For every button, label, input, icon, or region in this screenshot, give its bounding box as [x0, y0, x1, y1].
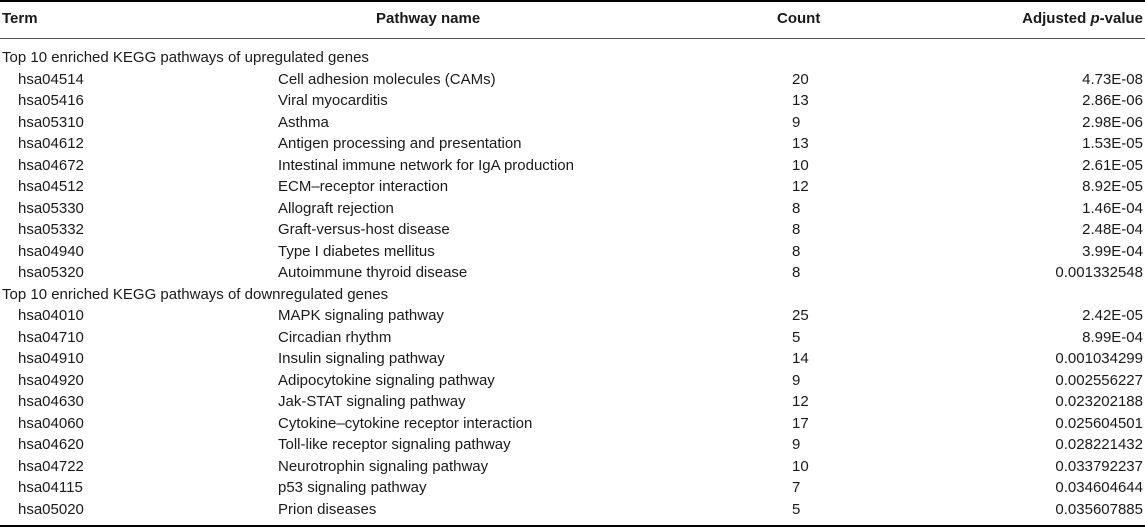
adjusted-p-value-cell: 0.033792237 [1055, 457, 1143, 475]
table-row [0, 133, 1145, 155]
header-adjusted-p-value [1022, 10, 1143, 28]
table-row [0, 413, 1145, 435]
count-cell: 17 [792, 414, 809, 432]
table-row [0, 434, 1145, 456]
adjusted-p-value-cell: 2.98E-06 [1082, 113, 1143, 131]
count-cell: 8 [792, 264, 801, 281]
pathway-name-cell: Allograft rejection [278, 199, 394, 217]
count-cell: 12 [792, 393, 809, 410]
count-cell: 7 [792, 479, 801, 496]
pathway-name-cell: Jak-STAT signaling pathway [278, 393, 466, 410]
group-title-row [0, 47, 1145, 69]
term-cell: hsa05310 [18, 113, 84, 131]
adjusted-p-value-cell: 8.92E-05 [1082, 178, 1143, 195]
term-cell: hsa04612 [18, 135, 84, 152]
pathway-name-cell: Cytokine–cytokine receptor interaction [278, 414, 533, 432]
count-cell: 14 [792, 350, 809, 367]
table-header [0, 0, 1145, 38]
term-cell: hsa05330 [18, 199, 84, 217]
pathway-name-cell: Circadian rhythm [278, 328, 392, 346]
count-cell: 8 [792, 199, 801, 217]
adjusted-p-value-cell: 1.53E-05 [1082, 135, 1143, 152]
term-cell: hsa04060 [18, 414, 84, 432]
table-row [0, 155, 1145, 177]
term-cell: hsa04512 [18, 178, 84, 195]
table-row [0, 370, 1145, 392]
pathway-name-cell: Antigen processing and presentation [278, 135, 522, 152]
term-cell: hsa04940 [18, 242, 84, 260]
adjusted-p-value-cell: 0.001034299 [1055, 350, 1143, 367]
term-cell: hsa04910 [18, 350, 84, 367]
adjusted-p-value-cell: 0.034604644 [1055, 479, 1143, 496]
table-row [0, 499, 1145, 521]
table-row [0, 241, 1145, 263]
header-term: Term [2, 10, 38, 27]
table-row [0, 112, 1145, 134]
pathway-name-cell: Type I diabetes mellitus [278, 242, 435, 260]
table-row [0, 262, 1145, 284]
adjusted-p-value-cell: 0.025604501 [1055, 414, 1143, 432]
term-cell: hsa04722 [18, 457, 84, 475]
adjusted-p-value-cell: 2.48E-04 [1082, 221, 1143, 238]
pathway-name-cell: Adipocytokine signaling pathway [278, 371, 495, 389]
adjusted-p-value-cell: 0.002556227 [1055, 371, 1143, 389]
adjusted-p-value-cell: 0.001332548 [1055, 264, 1143, 281]
table-row [0, 69, 1145, 91]
pathway-name-cell: Neurotrophin signaling pathway [278, 457, 489, 475]
term-cell: hsa04010 [18, 307, 84, 324]
adjusted-p-value-cell: 1.46E-04 [1082, 199, 1143, 217]
pathway-name-cell: Insulin signaling pathway [278, 350, 445, 367]
count-cell: 10 [792, 156, 809, 174]
pathway-name-cell: Autoimmune thyroid disease [278, 264, 468, 281]
term-cell: hsa04920 [18, 371, 84, 389]
pathway-name-cell: Prion diseases [278, 500, 377, 518]
pathway-name-cell: Asthma [278, 113, 329, 131]
term-cell: hsa04672 [18, 156, 84, 174]
table-row [0, 219, 1145, 241]
table-body [0, 47, 1145, 520]
header-count: Count [777, 10, 821, 27]
adjusted-p-value-cell: 4.73E-08 [1082, 70, 1143, 88]
group-title-row [0, 284, 1145, 306]
adjusted-p-value-cell: 0.028221432 [1055, 436, 1143, 453]
adjusted-p-value-cell: 2.86E-06 [1082, 92, 1143, 109]
count-cell: 25 [792, 307, 809, 324]
header-rule [0, 38, 1145, 39]
adjusted-p-value-cell: 0.035607885 [1055, 500, 1143, 518]
pathway-name-cell: Viral myocarditis [278, 92, 388, 109]
count-cell: 10 [792, 457, 809, 475]
count-cell: 9 [792, 113, 801, 131]
count-cell: 13 [792, 92, 809, 109]
pathway-name-cell: Toll-like receptor signaling pathway [278, 436, 511, 453]
group-title: Top 10 enriched KEGG pathways of upregulated genes [2, 49, 369, 66]
count-cell: 9 [792, 371, 801, 389]
adjusted-p-value-cell: 8.99E-04 [1082, 328, 1143, 346]
adjusted-p-value-cell: 2.42E-05 [1082, 307, 1143, 324]
table-row [0, 391, 1145, 413]
table-row [0, 176, 1145, 198]
count-cell: 20 [792, 70, 809, 88]
table-row [0, 198, 1145, 220]
pathway-name-cell: Graft-versus-host disease [278, 221, 450, 238]
term-cell: hsa05320 [18, 264, 84, 281]
pathway-name-cell: Intestinal immune network for IgA production [278, 156, 574, 174]
count-cell: 9 [792, 436, 801, 453]
bottom-rule [0, 525, 1145, 527]
header-pathway-name: Pathway name [376, 10, 481, 27]
term-cell: hsa05332 [18, 221, 84, 238]
term-cell: hsa05416 [18, 92, 84, 109]
term-cell: hsa04514 [18, 70, 84, 88]
pathway-name-cell: p53 signaling pathway [278, 479, 427, 496]
table-row [0, 477, 1145, 499]
adjusted-p-value-cell: 3.99E-04 [1082, 242, 1143, 260]
table-row [0, 456, 1145, 478]
count-cell: 5 [792, 500, 801, 518]
pathway-name-cell: Cell adhesion molecules (CAMs) [278, 70, 496, 88]
table-row [0, 348, 1145, 370]
adjusted-p-value-cell: 0.023202188 [1055, 393, 1143, 410]
count-cell: 8 [792, 221, 801, 238]
count-cell: 12 [792, 178, 809, 195]
term-cell: hsa04620 [18, 436, 84, 453]
term-cell: hsa04710 [18, 328, 84, 346]
table-row [0, 90, 1145, 112]
header-pvalue-suffix: -value [1099, 10, 1143, 27]
count-cell: 5 [792, 328, 801, 346]
count-cell: 8 [792, 242, 801, 260]
table-row [0, 305, 1145, 327]
adjusted-p-value-cell: 2.61E-05 [1082, 156, 1143, 174]
pathway-name-cell: ECM–receptor interaction [278, 178, 449, 195]
count-cell: 13 [792, 135, 809, 152]
pathway-name-cell: MAPK signaling pathway [278, 307, 444, 324]
group-title: Top 10 enriched KEGG pathways of downregulated genes [2, 285, 389, 303]
term-cell: hsa04630 [18, 393, 84, 410]
term-cell: hsa05020 [18, 500, 84, 518]
term-cell: hsa04115 [18, 479, 83, 496]
header-pvalue-italic: p [1090, 10, 1100, 27]
header-pvalue-prefix: Adjusted [1022, 10, 1091, 27]
table-row [0, 327, 1145, 349]
